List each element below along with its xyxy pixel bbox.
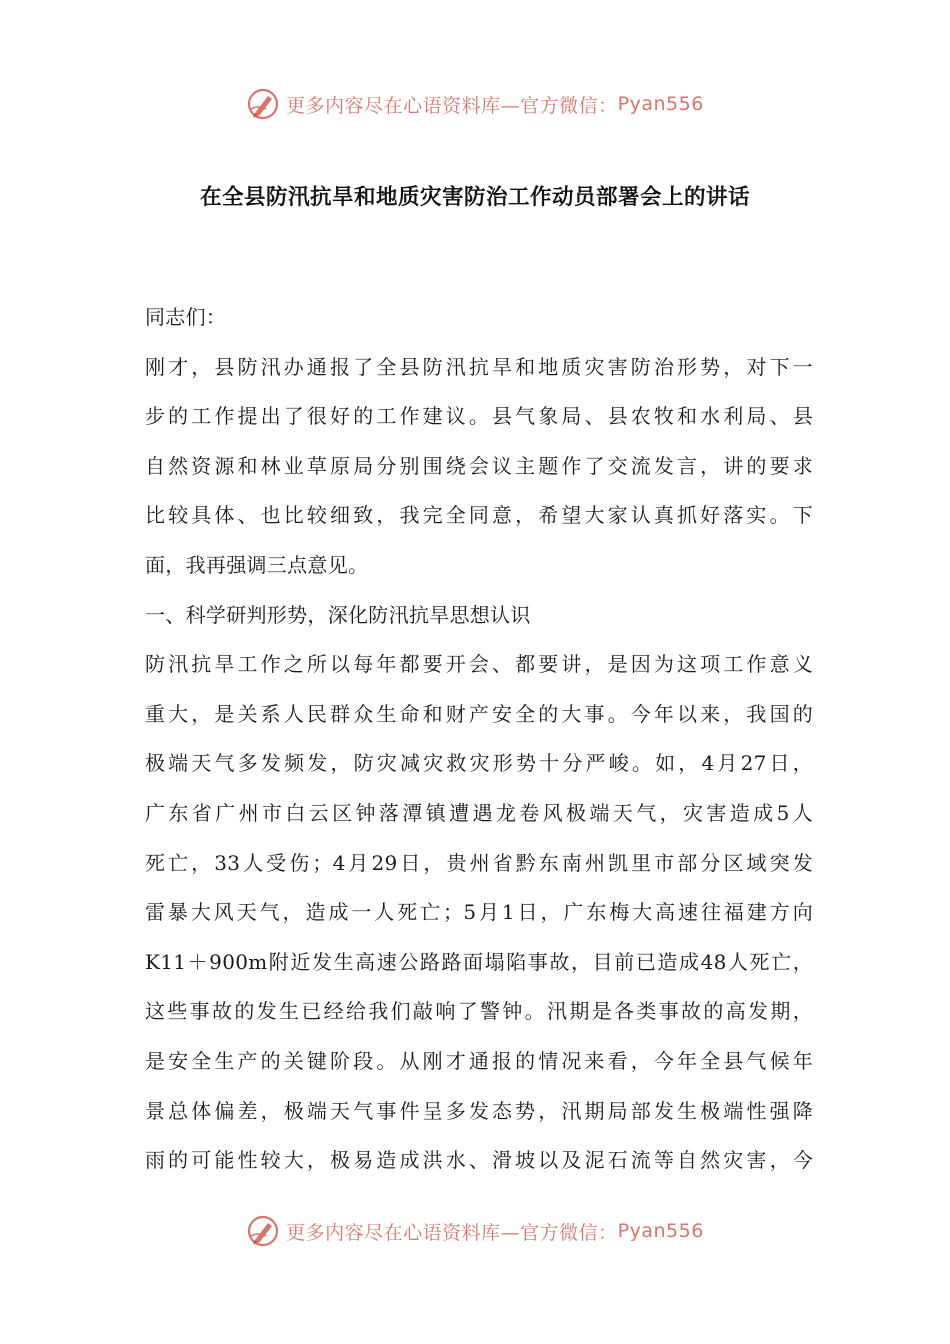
watermark-handle: Pyan556 <box>617 93 704 115</box>
body-line: 是安全生产的关键阶段。从刚才通报的情况来看，今年全县气候年 <box>145 1048 813 1073</box>
footer-watermark <box>0 1211 950 1251</box>
pen-logo-icon <box>246 87 280 121</box>
body-line: 面，我再强调三点意见。 <box>145 552 369 577</box>
body-line: 自然资源和林业草原局分别围绕会议主题作了交流发言，讲的要求 <box>145 453 813 478</box>
section-heading: 一、科学研判形势，深化防汛抗旱思想认识 <box>145 602 531 627</box>
watermark-text: 更多内容尽在心语资料库—官方微信： <box>286 94 618 117</box>
body-line: 步的工作提出了很好的工作建议。县气象局、县农牧和水利局、县 <box>145 404 813 429</box>
body-line: 雷暴大风天气，造成一人死亡；5月1日，广东梅大高速往福建方向 <box>145 900 813 925</box>
watermark-handle: Pyan556 <box>617 1220 704 1242</box>
body-line: 广东省广州市白云区钟落潭镇遭遇龙卷风极端天气，灾害造成5人 <box>145 800 813 825</box>
salutation-line: 同志们： <box>145 305 227 329</box>
body-line: 刚才，县防汛办通报了全县防汛抗旱和地质灾害防治形势，对下一 <box>145 354 813 379</box>
header-watermark <box>0 84 950 124</box>
body-line: 重大，是关系人民群众生命和财产安全的大事。今年以来，我国的 <box>145 701 813 726</box>
body-line: K11＋900m附近发生高速公路路面塌陷事故，目前已造成48人死亡， <box>145 949 813 974</box>
pen-logo-icon <box>246 1214 280 1248</box>
watermark-text: 更多内容尽在心语资料库—官方微信： <box>286 1221 618 1244</box>
document-body <box>145 293 813 1186</box>
body-line: 这些事故的发生已经给我们敲响了警钟。汛期是各类事故的高发期， <box>145 999 813 1024</box>
body-line: 雨的可能性较大，极易造成洪水、滑坡以及泥石流等自然灾害，今 <box>145 1148 813 1173</box>
body-line: 比较具体、也比较细致，我完全同意，希望大家认真抓好落实。下 <box>145 503 813 528</box>
body-line: 极端天气多发频发，防灾减灾救灾形势十分严峻。如，4月27日， <box>145 751 813 776</box>
body-line: 景总体偏差，极端天气事件呈多发态势，汛期局部发生极端性强降 <box>145 1098 813 1123</box>
document-title: 在全县防汛抗旱和地质灾害防治工作动员部署会上的讲话 <box>199 185 750 210</box>
body-line: 死亡，33人受伤；4月29日，贵州省黔东南州凯里市部分区域突发 <box>145 850 813 875</box>
body-line: 防汛抗旱工作之所以每年都要开会、都要讲，是因为这项工作意义 <box>145 652 813 677</box>
